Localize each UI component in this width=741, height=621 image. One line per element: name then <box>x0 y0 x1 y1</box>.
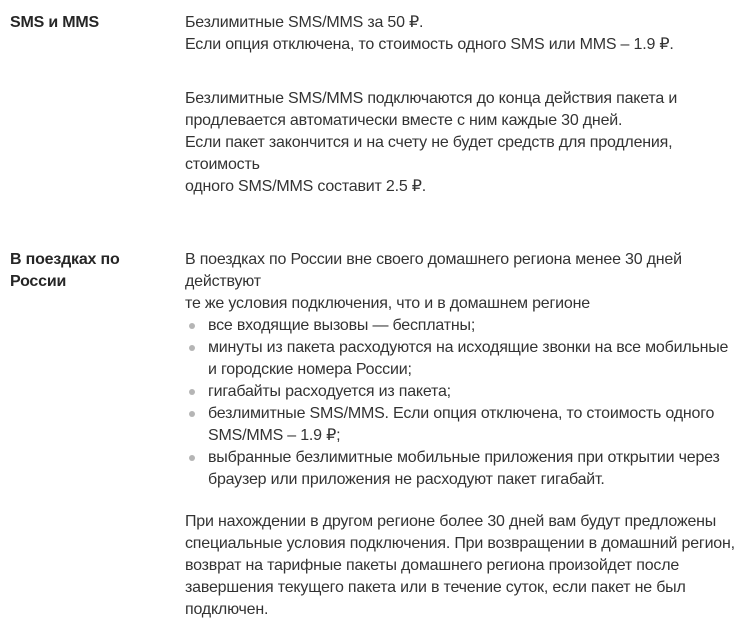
text-line: В поездках по России вне своего домашнего региона менее 30 дней действуют <box>185 251 682 290</box>
list-item <box>185 337 741 381</box>
text-line: завершения текущего пакета или в течение суток, если пакет не был <box>185 579 686 596</box>
section-body-sms-mms <box>185 12 741 198</box>
list-item <box>185 381 741 403</box>
text-line: Если опция отключена, то стоимость одного SMS или MMS – 1.9 ₽. <box>185 36 674 53</box>
text-line: одного SMS/MMS составит 2.5 ₽. <box>185 178 426 195</box>
paragraph-sms-price <box>185 12 741 56</box>
section-travel-russia <box>10 249 741 621</box>
text-line: специальные условия подключения. При возвращении в домашний регион, <box>185 535 735 552</box>
list-item <box>185 403 741 447</box>
paragraph-travel-outro <box>185 511 741 621</box>
section-label-sms-mms: SMS и MMS <box>10 14 99 31</box>
text-line: возврат на тарифные пакеты домашнего региона произойдет после <box>185 557 680 574</box>
text-line: те же условия подключения, что и в домашнем регионе <box>185 295 590 312</box>
text-line: выбранные безлимитные мобильные приложения при открытии через <box>208 449 720 466</box>
text-line: Безлимитные SMS/MMS подключаются до конца действия пакета и <box>185 90 678 107</box>
section-sms-mms <box>10 12 741 198</box>
text-line: безлимитные SMS/MMS. Если опция отключена, то стоимость одного <box>208 405 715 422</box>
text-line: браузер или приложения не расходуют пакет гигабайт. <box>208 471 605 488</box>
paragraph-travel-intro <box>185 249 741 315</box>
text-line: Если пакет закончится и на счету не будет средств для продления, стоимость <box>185 134 673 173</box>
section-body-travel-russia <box>185 249 741 621</box>
list-item <box>185 447 741 491</box>
text-line: все входящие вызовы — бесплатны; <box>208 317 476 334</box>
text-line: подключен. <box>185 601 269 618</box>
text-line: SMS/MMS – 1.9 ₽; <box>208 427 341 444</box>
list-item <box>185 315 741 337</box>
paragraph-sms-renewal <box>185 88 741 198</box>
text-line: продлевается автоматически вместе с ним каждые 30 дней. <box>185 112 623 129</box>
text-line: минуты из пакета расходуются на исходящие звонки на все мобильные <box>208 339 729 356</box>
travel-conditions-list <box>185 315 741 491</box>
text-line: При нахождении в другом регионе более 30 дней вам будут предложены <box>185 513 717 530</box>
text-line: Безлимитные SMS/MMS за 50 ₽. <box>185 14 424 31</box>
text-line: гигабайты расходуется из пакета; <box>208 383 451 400</box>
section-label-travel-russia: В поездках по России <box>10 251 120 290</box>
text-line: и городские номера России; <box>208 361 412 378</box>
